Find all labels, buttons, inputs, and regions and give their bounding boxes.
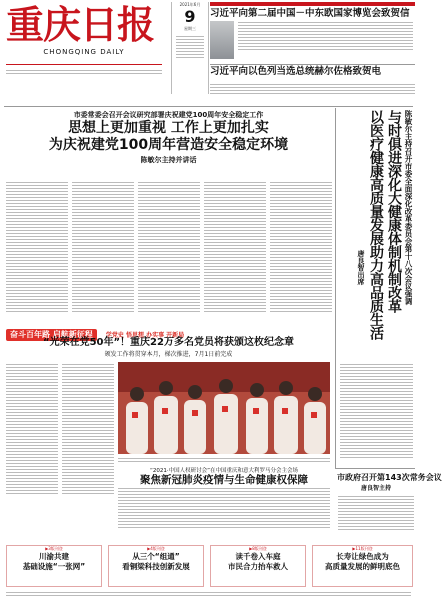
- footer-box-4[interactable]: [312, 545, 413, 587]
- hr-kicker: “2021·中国人权研讨会”在中国重庆和意大利罗马分会主会场: [150, 468, 298, 474]
- masthead-subtitle: CHONGQING DAILY: [43, 48, 125, 56]
- footer-tag: ▶11版刊登: [352, 546, 373, 551]
- issue-box: [171, 2, 209, 94]
- main-byline: 陈敏尔主持并讲话: [140, 156, 197, 164]
- main-story: [6, 110, 331, 165]
- city-gov-body: [338, 494, 414, 532]
- campaign-banner: [6, 322, 331, 339]
- right-headline-1[interactable]: 与时俱进深化大健康体制机制改革: [386, 110, 402, 313]
- masthead-rule: [6, 64, 162, 65]
- masthead-info: [6, 68, 162, 76]
- banner-slogans: 学党史 悟思想 办实事 开新局: [105, 332, 185, 339]
- masthead-title: 重庆日报: [6, 2, 155, 47]
- footer-box-1[interactable]: [6, 545, 102, 587]
- human-rights-story: [118, 466, 330, 487]
- right-byline: 唐良智出席: [357, 250, 365, 285]
- footer-tag: ▶4版刊登: [147, 546, 165, 551]
- footer-box-2[interactable]: [108, 545, 204, 587]
- top-right-news: [210, 2, 415, 77]
- right-headline-2[interactable]: 以医疗健康高质量发展助力高品质生活: [368, 110, 384, 340]
- footer-title-2: 高质量发展的鲜明底色: [325, 562, 400, 571]
- main-body-col4: [204, 180, 266, 314]
- city-gov-byline: 唐良智主持: [360, 485, 391, 492]
- party-subheadline: 颁发工作将贯穿本月，梯次推进，7月1日前完成: [104, 351, 233, 358]
- photo-caption: [118, 456, 330, 464]
- main-body-col2: [72, 180, 134, 314]
- footer-title-1: 从三个“组通”: [132, 552, 180, 561]
- headline-israel-president[interactable]: 习近平向以色列当选总统赫尔佐格致贺电: [210, 66, 382, 77]
- main-headline-1[interactable]: 思想上更加重视 工作上更加扎实: [68, 120, 269, 136]
- main-body-col1: [6, 180, 68, 314]
- thumbnail-photo: [210, 21, 234, 59]
- right-kicker: 陈敏尔主持召开市委全面深化改革委员会第十八次会议强调: [404, 110, 413, 305]
- party-body-col1: [6, 362, 58, 496]
- main-body-col3: [138, 180, 200, 314]
- footer-title-2: 市民合力抬车救人: [228, 562, 288, 571]
- masthead: [6, 4, 162, 64]
- party-headline[interactable]: “光荣在党50年”！重庆22万多名党员将获颁这枚纪念章: [43, 337, 294, 348]
- headline-cee-expo[interactable]: 习近平向第二届中国－中东欧国家博览会致贺信: [210, 8, 410, 19]
- footer-box-3[interactable]: [210, 545, 306, 587]
- footer-title-1: 读千卷入车庭: [235, 552, 281, 561]
- issue-weekday: 星期三: [184, 26, 196, 31]
- issue-date-label: 2021年6月: [179, 2, 201, 7]
- city-gov-story: [337, 472, 442, 492]
- hr-body: [118, 486, 330, 530]
- main-kicker: 市委常委会召开会议研究部署庆祝建党100周年安全稳定工作: [73, 111, 264, 119]
- footer-title-2: 基础设施“一张网”: [22, 562, 86, 571]
- footer-imprint: [6, 590, 411, 598]
- hr-headline[interactable]: 聚焦新冠肺炎疫情与生命健康权保障: [140, 474, 308, 486]
- city-gov-headline[interactable]: 市政府召开第143次常务会议: [337, 473, 442, 482]
- banner-badge: 奋斗百年路 启航新征程: [6, 329, 97, 341]
- party-story: [6, 336, 331, 358]
- right-vertical-story: [338, 110, 414, 360]
- footer-tag: ▶8版刊登: [249, 546, 267, 551]
- main-body-col5: [270, 180, 332, 314]
- footer-tag: ▶3版刊登: [45, 546, 63, 551]
- party-body-col2: [62, 362, 114, 496]
- veterans-photo: [118, 362, 330, 454]
- footer-title-1: 川渝共建: [39, 552, 69, 561]
- right-body: [340, 362, 413, 460]
- main-headline-2[interactable]: 为庆祝建党100周年营造安全稳定环境: [48, 137, 289, 153]
- footer-title-2: 看铜梁科技创新发展: [122, 562, 190, 571]
- issue-day: 9: [184, 7, 196, 26]
- footer-title-1: 长寿让绿色成为: [336, 552, 389, 561]
